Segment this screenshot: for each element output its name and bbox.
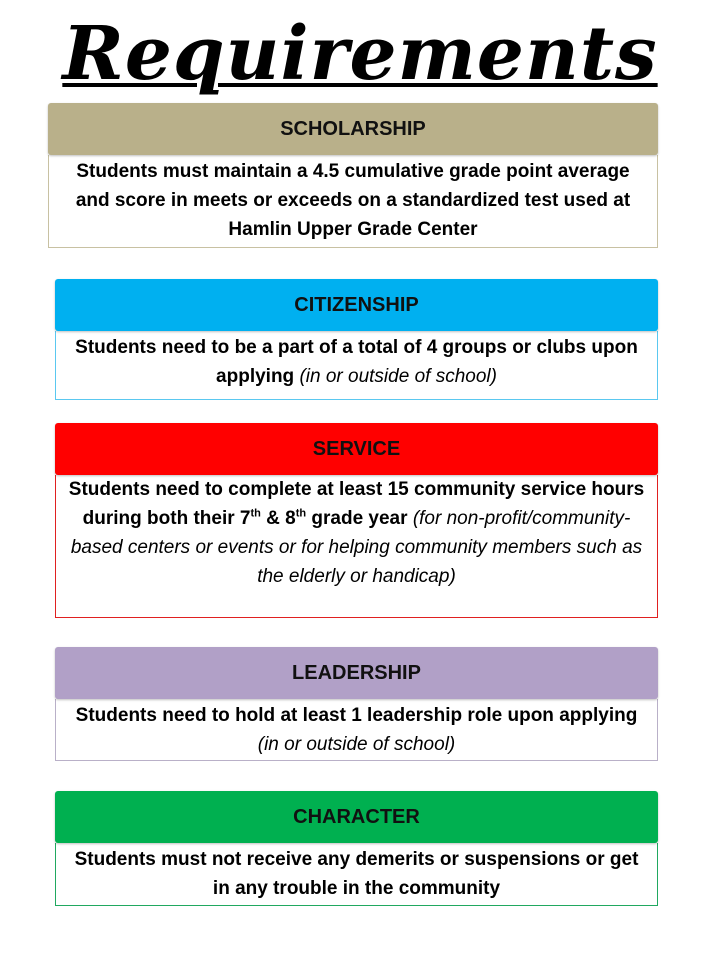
service-heading: SERVICE [55,423,658,475]
character-card [55,791,658,906]
scholarship-card [48,103,658,248]
citizenship-text: Students need to be a part of a total of 4 groups or clubs upon applying [75,337,638,387]
citizenship-card [55,279,658,400]
character-description [55,843,658,906]
leadership-heading: LEADERSHIP [55,647,658,699]
scholarship-heading: SCHOLARSHIP [48,103,658,155]
citizenship-description [55,331,658,400]
citizenship-heading: CITIZENSHIP [55,279,658,331]
service-text-c: grade year [306,508,408,529]
service-sup-b: th [295,507,307,520]
leadership-note: (in or outside of school) [257,734,456,755]
service-sup-a: th [250,507,261,520]
leadership-card [55,647,658,761]
leadership-description [55,699,658,761]
service-note: (for non-profit/community-based centers or events or for helping community members such as the elderly or handicap) [70,508,643,587]
service-text-a: Students need to complete at least 15 community service hours during both their 7 [68,479,645,529]
citizenship-note: (in or outside of school) [299,366,497,387]
character-text: Students must not receive any demerits or suspensions or get in any trouble in the community [74,849,639,899]
character-heading: CHARACTER [55,791,658,843]
scholarship-description [48,155,658,248]
service-text-b: & 8 [260,508,296,529]
leadership-text: Students need to hold at least 1 leadership role upon applying [75,705,638,726]
service-description [55,475,658,618]
page-title: Requirements [62,11,658,97]
scholarship-text: Students must maintain a 4.5 cumulative grade point average and score in meets or exceeds on a standardized test used at Hamlin Upper Grade Center [75,161,631,240]
service-card [55,423,658,618]
